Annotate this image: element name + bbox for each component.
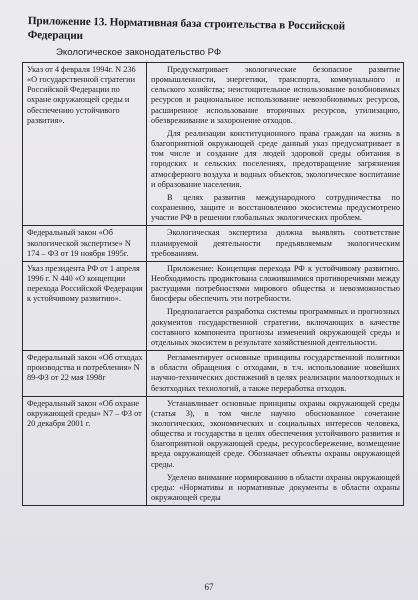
description-paragraph: Предполагается разработка системы программных и прогнозных документов государственной стратегии, включающих в качестве составного компонента прогнозы изменений окружающей среды и отдельных экосистем в результате хозяйственной деятельности. [151,307,400,347]
description-paragraph: Предусматривает экологические безопасное развитие промышленности, энергетики, транспорта, коммунального и сельского хозяйства; неистощительное использование возобновимых ресурсов и рациональное использование невозобновимых ресурсов, расширенное использование вторичных ресурсов, утилизацию, обезвреживание и захоронение отходов. [151,65,400,125]
document-cell: Федеральный закон «Об охране окружающей среды» N7 – ФЗ от 20 декабря 2001 г. [23,396,147,506]
description-cell [147,63,404,226]
description-cell [147,351,404,397]
document-cell: Федеральный закон «Об отходах производства и потребления» N 89-ФЗ от 22 мая 1998г [23,351,147,397]
description-paragraph: Приложение: Концепция перехода РФ к устойчивому развитию. Необходимость продиктована сложившимися противоречиями между растущими потребностями мирового общества и невозможностью биосферы обеспечить эти потребности. [151,263,400,304]
table-caption: Экологическое законодательство РФ [56,47,222,58]
legislation-table [22,62,404,506]
table-row [23,226,404,261]
table-row [23,63,404,226]
table-row [23,396,404,506]
document-cell: Федеральный закон «Об экологической экспертизе» N 174 – ФЗ от 19 ноября 1995г. [23,226,147,261]
description-cell [147,261,404,350]
description-paragraph: В целях развития международного сотрудничества по сохранению, защите и восстановлению экосистемы предусмотрено участие РФ в решении глобальных экологических проблем. [151,192,400,223]
document-cell: Указ от 4 февраля 1994г. N 236 «О государственной стратегии Российской Федерации по охране окружающей среды и обеспечению устойчивого развития». [23,63,147,226]
page-number: 67 [204,582,214,592]
table-row [23,261,404,350]
description-cell [147,226,404,261]
document-cell: Указ президента РФ от 1 апреля 1996 г. N 440 «О концепции перехода Российской Федерации к устойчивому развитию». [23,261,147,350]
description-paragraph: Устанавливает основные принципы охраны окружающей среды (статья 3), в том числе научно обоснованное сочетание экологических, экономических и социальных интересов человека, общества и государства в целях обеспечения устойчивого развития и благоприятной окружающей среды, ресурсосбережение, возмещение вреда окружающей среде. Обозначает объекты охраны окружающей среды. [151,398,400,469]
description-cell [147,396,404,506]
description-paragraph: Экологическая экспертиза должна выявлять соответствие планируемой деятельности предъявляемым экологическим требованиям. [151,228,400,258]
description-paragraph: Для реализации конституционного права граждан на жизнь в благоприятной окружающей среде данный указ предусматривает в том числе и создание для людей здоровой среды обитания в городских и сельских поселениях, предотвращение загрязнения атмосферного воздуха и водных объектов, экологическое воспитание и образование населения. [151,128,400,189]
table-row [23,351,404,397]
description-paragraph: Уделено внимание нормированию в области охраны окружающей среды: «Нормативы и нормативные документы в области охраны окружающей среды [151,472,400,503]
description-paragraph: Регламентирует основные принципы государственной политики в области обращения с отходами, в т.ч. использование новейших научно-технических достижений в целях реализации малоотходных и безотходных технологий, а также переработка отходов. [151,353,400,393]
page-heading: Приложение 13. Нормативная база строительства в Российской Федерации [27,14,346,42]
